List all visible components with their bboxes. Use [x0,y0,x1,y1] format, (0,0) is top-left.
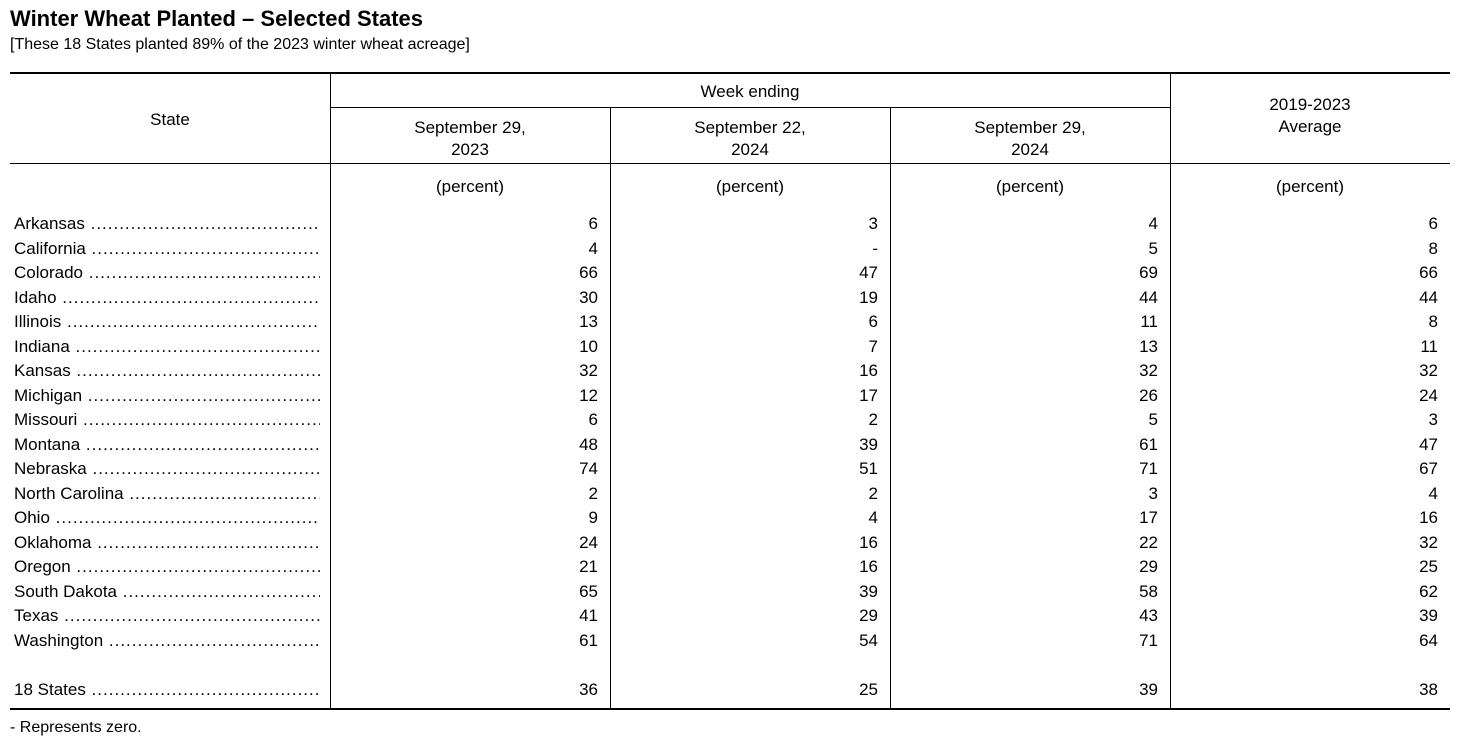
percent-cell: 48 [579,435,598,454]
header-bottom-rule [10,163,1450,164]
percent-cell: 4 [588,239,598,258]
percent-cell: 3 [868,214,878,233]
percent-cell: 38 [1419,680,1438,699]
percent-cell: 41 [579,606,598,625]
unit-label-col3: (percent) [995,177,1065,196]
percent-cell: 24 [579,533,598,552]
percent-cell: 32 [1419,533,1438,552]
percent-cell: 6 [588,214,598,233]
state-name: Michigan ..... [14,385,320,407]
table-bottom-rule [10,708,1450,710]
percent-cell: 8 [1428,312,1438,331]
percent-cell: 4 [1428,484,1438,503]
state-name: Montana ..... [14,434,320,456]
state-name: Nebraska ..... [14,458,320,480]
state-name: Oklahoma ..... [14,532,320,554]
state-name: Oregon ..... [14,556,320,578]
column-divider [1170,72,1171,709]
percent-cell: 30 [579,288,598,307]
percent-cell: 2 [588,484,598,503]
percent-cell: 36 [579,680,598,699]
state-name: South Dakota ..... [14,581,320,603]
percent-cell: 26 [1139,386,1158,405]
percent-cell: 12 [579,386,598,405]
percent-cell: 11 [1140,312,1158,331]
percent-cell: 16 [859,557,878,576]
percent-cell: 4 [1148,214,1158,233]
state-name: Idaho ..... [14,287,320,309]
percent-cell: 61 [1139,435,1158,454]
state-name: Arkansas ..... [14,213,320,235]
unit-label-col4: (percent) [1275,177,1345,196]
state-name: Indiana ..... [14,336,320,358]
page-title: Winter Wheat Planted – Selected States [10,6,424,31]
percent-cell: 8 [1428,239,1438,258]
state-name: Missouri ..... [14,409,320,431]
percent-cell: 13 [579,312,598,331]
percent-cell: 43 [1139,606,1158,625]
percent-cell: 66 [579,263,598,282]
percent-cell: 25 [1419,557,1438,576]
percent-cell: 32 [1139,361,1158,380]
percent-cell: 62 [1419,582,1438,601]
percent-cell: 69 [1139,263,1158,282]
state-name: Illinois ..... [14,311,320,333]
percent-cell: 19 [859,288,878,307]
percent-cell: 4 [868,508,878,527]
percent-cell: 7 [868,337,878,356]
col2-header-line1: September 22, [694,118,806,137]
percent-cell: 67 [1419,459,1438,478]
percent-cell: 39 [1419,606,1438,625]
percent-cell: 17 [1139,508,1158,527]
percent-cell: 74 [579,459,598,478]
state-name: Colorado ..... [14,262,320,284]
state-name: 18 States ..... [14,679,320,701]
week-ending-header: Week ending [700,82,800,101]
percent-cell: 61 [579,631,598,650]
percent-cell: 5 [1148,410,1158,429]
percent-cell: 32 [579,361,598,380]
percent-cell: 29 [859,606,878,625]
percent-cell: 39 [1139,680,1158,699]
percent-cell: 66 [1419,263,1438,282]
percent-cell: 6 [868,312,878,331]
col3-header-line2: 2024 [1011,140,1049,159]
state-name: Texas ..... [14,605,320,627]
week-ending-rule [330,107,1170,108]
col4-header-line2: Average [1278,117,1342,136]
percent-cell: - [872,239,878,258]
percent-cell: 32 [1419,361,1438,380]
unit-label-col1: (percent) [435,177,505,196]
percent-cell: 3 [1428,410,1438,429]
state-name: North Carolina ..... [14,483,320,505]
col3-header-line1: September 29, [974,118,1086,137]
percent-cell: 2 [868,410,878,429]
percent-cell: 29 [1139,557,1158,576]
column-divider [330,72,331,709]
page-subtitle: [These 18 States planted 89% of the 2023 winter wheat acreage] [10,36,470,53]
percent-cell: 2 [868,484,878,503]
percent-cell: 44 [1419,288,1438,307]
table-top-rule [10,72,1450,74]
unit-label-col2: (percent) [715,177,785,196]
percent-cell: 10 [579,337,598,356]
col1-header-line2: 2023 [451,140,489,159]
state-column-header: State [150,110,190,129]
percent-cell: 39 [859,435,878,454]
percent-cell: 6 [588,410,598,429]
state-name: Washington ..... [14,630,320,652]
col1-header-line1: September 29, [414,118,526,137]
percent-cell: 44 [1139,288,1158,307]
percent-cell: 58 [1139,582,1158,601]
percent-cell: 6 [1428,214,1438,233]
state-name: Ohio ..... [14,507,320,529]
percent-cell: 25 [859,680,878,699]
percent-cell: 24 [1419,386,1438,405]
percent-cell: 64 [1419,631,1438,650]
percent-cell: 21 [579,557,598,576]
state-name: California ..... [14,238,320,260]
state-name: Kansas ..... [14,360,320,382]
col2-header-line2: 2024 [731,140,769,159]
percent-cell: 11 [1420,337,1438,356]
percent-cell: 65 [579,582,598,601]
footnote: - Represents zero. [10,719,142,736]
percent-cell: 22 [1139,533,1158,552]
percent-cell: 9 [588,508,598,527]
col4-header-line1: 2019-2023 [1269,95,1351,114]
percent-cell: 54 [859,631,878,650]
percent-cell: 71 [1139,459,1158,478]
percent-cell: 16 [1419,508,1438,527]
percent-cell: 39 [859,582,878,601]
percent-cell: 47 [1419,435,1438,454]
percent-cell: 51 [859,459,878,478]
percent-cell: 13 [1139,337,1158,356]
percent-cell: 71 [1139,631,1158,650]
percent-cell: 5 [1148,239,1158,258]
percent-cell: 47 [859,263,878,282]
percent-cell: 17 [859,386,878,405]
percent-cell: 16 [859,533,878,552]
percent-cell: 3 [1148,484,1158,503]
percent-cell: 16 [859,361,878,380]
